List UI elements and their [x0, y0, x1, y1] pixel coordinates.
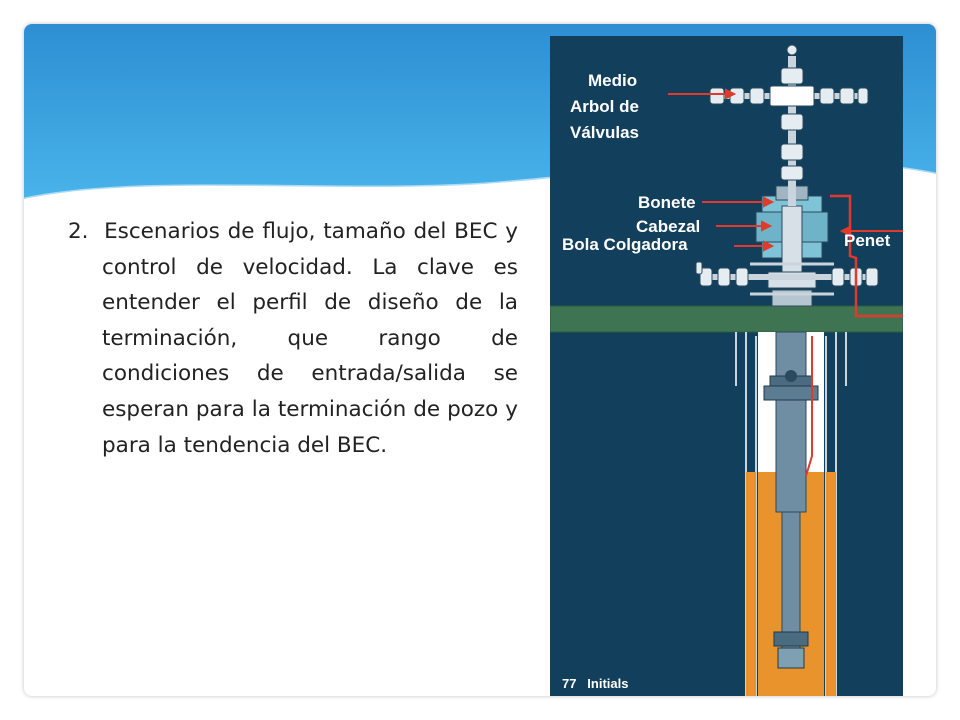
- list-number: 2.: [68, 219, 89, 244]
- slide: [24, 24, 936, 696]
- label-bonete: Bonete: [638, 193, 696, 212]
- tubing-lower: [782, 512, 800, 652]
- label-valvulas: Válvulas: [570, 123, 639, 142]
- ground-layer: [550, 306, 903, 332]
- label-penetrador: Penet: [844, 231, 891, 250]
- upper-manifold-valves: [710, 86, 868, 106]
- diagram-footer: 77 Initials: [562, 676, 629, 691]
- paragraph-text: Escenarios de flujo, tamaño del BEC y control de velocidad. La clave es entender el perfil de diseño de la terminación, que rango de condiciones de entrada/salida se esperan para la terminación de pozo y para la tendencia del BEC.: [102, 219, 518, 458]
- body-paragraph: [68, 214, 518, 463]
- label-arbol-de: Arbol de: [570, 97, 639, 116]
- tubing-upper: [776, 332, 806, 512]
- label-bola-colgadora: Bola Colgadora: [562, 235, 688, 254]
- esp-wellhead-diagram: [550, 36, 903, 696]
- label-medio: Medio: [588, 71, 638, 90]
- label-cabezal: Cabezal: [636, 217, 701, 236]
